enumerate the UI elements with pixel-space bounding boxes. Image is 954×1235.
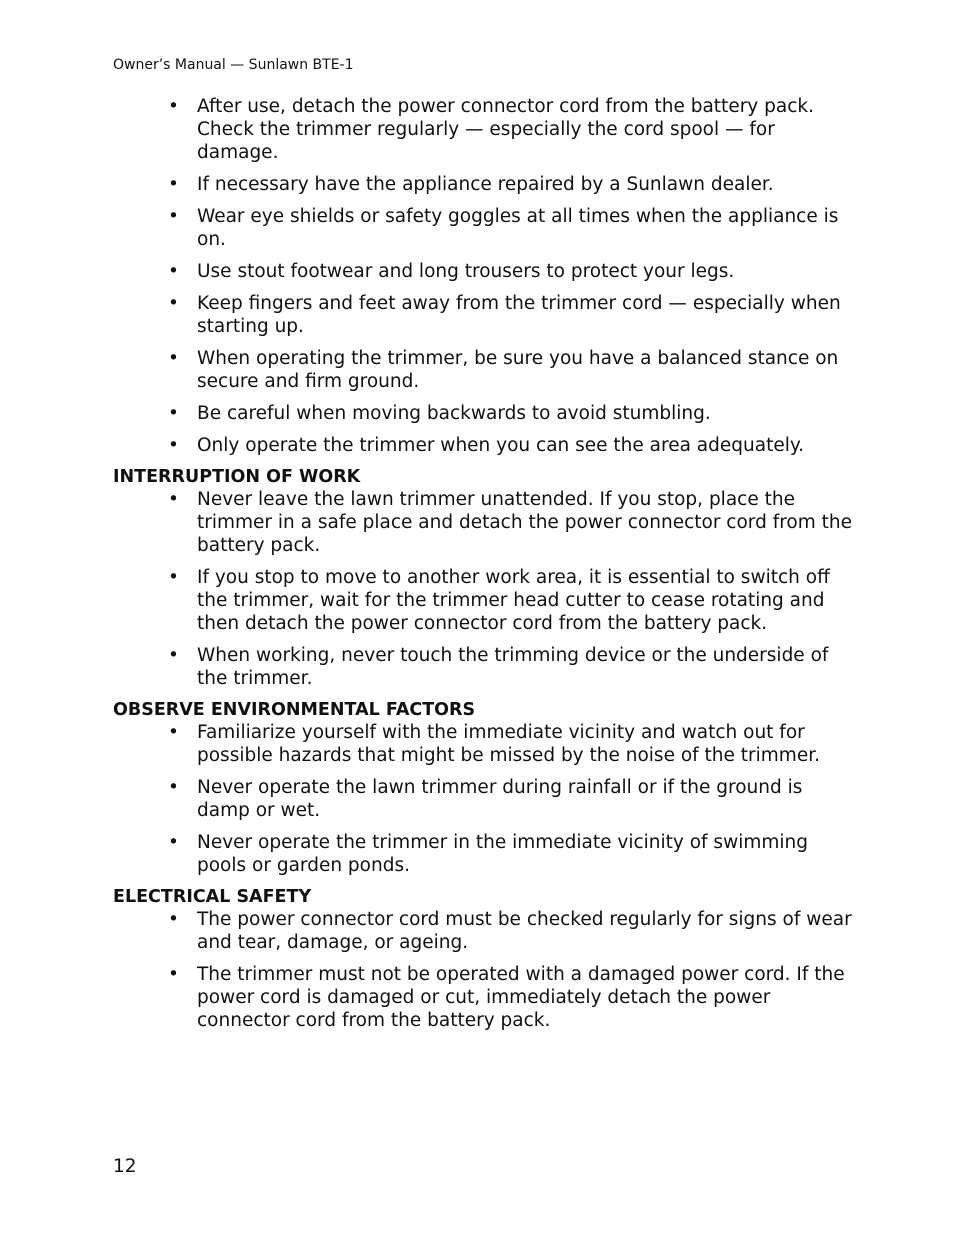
list-item — [113, 205, 853, 251]
list-item-text: Never leave the lawn trimmer unattended. If you stop, place the trimmer in a safe place and detach the power connector cord from the battery pack. — [197, 489, 852, 556]
list-item-text: When operating the trimmer, be sure you have a balanced stance on secure and firm ground. — [197, 348, 839, 392]
bullet-icon: • — [168, 489, 179, 510]
list-item — [113, 963, 853, 1032]
bullet-icon: • — [168, 206, 179, 227]
bullet-icon: • — [168, 293, 179, 314]
bullet-icon: • — [168, 964, 179, 985]
bullet-icon: • — [168, 403, 179, 424]
list-item-text: Familiarize yourself with the immediate vicinity and watch out for possible hazards that might be missed by the noise of the trimmer. — [197, 722, 821, 766]
list-item-text: Wear eye shields or safety goggles at all times when the appliance is on. — [197, 206, 839, 250]
list-item — [113, 831, 853, 877]
list-item-text: Use stout footwear and long trousers to protect your legs. — [197, 261, 735, 282]
list-item-text: The trimmer must not be operated with a damaged power cord. If the power cord is damaged or cut, immediately detach the power connector cord from the battery pack. — [197, 964, 845, 1031]
list-item — [113, 347, 853, 393]
list-item-text: When working, never touch the trimming device or the underside of the trimmer. — [197, 645, 829, 689]
list-item-text: Be careful when moving backwards to avoid stumbling. — [197, 403, 711, 424]
list-item — [113, 566, 853, 635]
interruption-bullet-list — [113, 488, 853, 690]
list-item-text: Keep fingers and feet away from the trimmer cord — especially when starting up. — [197, 293, 841, 337]
section-heading-interruption-of-work: INTERRUPTION OF WORK — [113, 467, 361, 487]
bullet-icon: • — [168, 645, 179, 666]
list-item — [113, 721, 853, 767]
intro-bullet-list — [113, 95, 853, 457]
bullet-icon: • — [168, 567, 179, 588]
list-item-text: Never operate the trimmer in the immediate vicinity of swimming pools or garden ponds. — [197, 832, 808, 876]
section-heading-electrical-safety: ELECTRICAL SAFETY — [113, 887, 312, 907]
bullet-icon: • — [168, 96, 179, 117]
list-item-text: After use, detach the power connector cord from the battery pack. Check the trimmer regularly — especially the cord spool — for damage. — [197, 96, 814, 163]
list-item-text: Never operate the lawn trimmer during rainfall or if the ground is damp or wet. — [197, 777, 803, 821]
list-item-text: If you stop to move to another work area, it is essential to switch off the trimmer, wait for the trimmer head cutter to cease rotating and then detach the power connector cord from the battery pack. — [197, 567, 830, 634]
list-item — [113, 434, 853, 457]
list-item — [113, 644, 853, 690]
list-item — [113, 95, 853, 164]
page-number: 12 — [113, 1156, 137, 1177]
list-item — [113, 402, 853, 425]
bullet-icon: • — [168, 832, 179, 853]
bullet-icon: • — [168, 435, 179, 456]
bullet-icon: • — [168, 777, 179, 798]
list-item — [113, 260, 853, 283]
list-item — [113, 173, 853, 196]
running-header: Owner’s Manual — Sunlawn BTE-1 — [113, 57, 354, 73]
list-item-text: Only operate the trimmer when you can see the area adequately. — [197, 435, 805, 456]
list-item-text: The power connector cord must be checked regularly for signs of wear and tear, damage, or ageing. — [197, 909, 852, 953]
environmental-bullet-list — [113, 721, 853, 877]
bullet-icon: • — [168, 174, 179, 195]
list-item-text: If necessary have the appliance repaired by a Sunlawn dealer. — [197, 174, 774, 195]
list-item — [113, 292, 853, 338]
bullet-icon: • — [168, 909, 179, 930]
electrical-bullet-list — [113, 908, 853, 1032]
list-item — [113, 776, 853, 822]
page-content — [113, 95, 853, 1041]
bullet-icon: • — [168, 722, 179, 743]
section-heading-observe-environmental-factors: OBSERVE ENVIRONMENTAL FACTORS — [113, 700, 476, 720]
bullet-icon: • — [168, 261, 179, 282]
list-item — [113, 908, 853, 954]
list-item — [113, 488, 853, 557]
bullet-icon: • — [168, 348, 179, 369]
